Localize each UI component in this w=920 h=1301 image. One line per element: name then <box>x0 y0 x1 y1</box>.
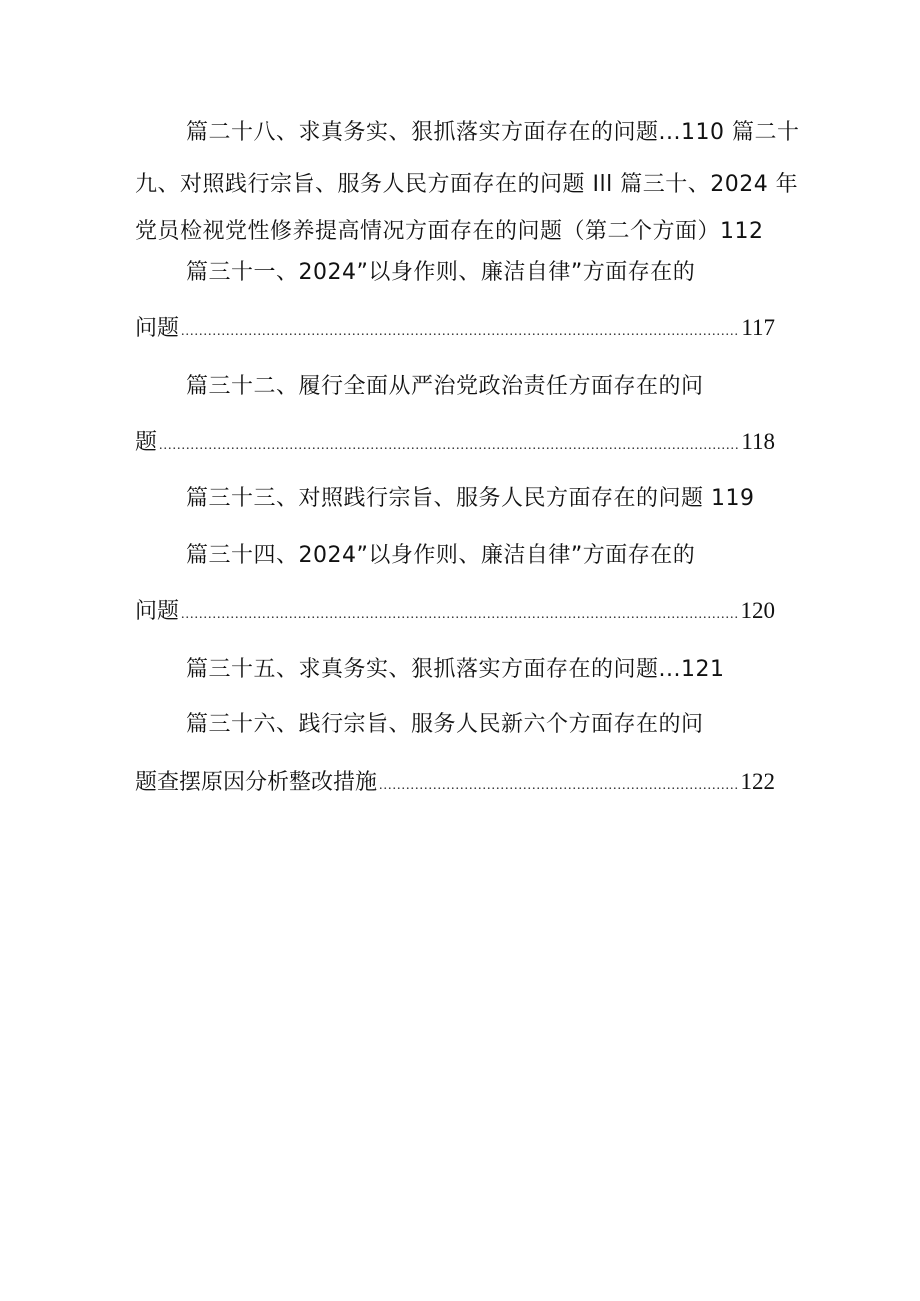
toc-entry-32-leader <box>135 427 775 461</box>
toc-entry-32-title: 篇三十二、履行全面从严治党政治责任方面存在的问 <box>186 374 704 399</box>
toc-entry-34-leader <box>135 596 775 630</box>
toc-entry-36-title: 篇三十六、践行宗旨、服务人民新六个方面存在的问 <box>186 712 704 737</box>
toc-entry-32-continuation: 题 <box>135 430 158 455</box>
dot-leader <box>159 431 739 461</box>
dot-leader <box>379 771 738 801</box>
toc-entry-36-continuation: 题查摆原因分析整改措施 <box>135 770 378 795</box>
toc-entry-34-title: 篇三十四、2024”以身作则、廉洁自律”方面存在的 <box>186 543 696 568</box>
toc-entry-35-line: 篇三十五、求真务实、狠抓落实方面存在的问题...121 <box>186 657 725 682</box>
toc-entry-34-continuation: 问题 <box>135 599 180 624</box>
toc-entry-36-leader <box>135 767 775 801</box>
toc-entry-31-continuation: 问题 <box>135 316 180 341</box>
dot-leader <box>181 317 739 347</box>
toc-entry-31-leader <box>135 313 775 347</box>
toc-entry-34-page: 120 <box>740 598 775 623</box>
toc-entry-28-line1: 篇二十八、求真务实、狠抓落实方面存在的问题...110 篇二十 <box>186 120 800 145</box>
toc-entry-31-page: 117 <box>741 315 775 340</box>
toc-entry-30-line: 党员检视党性修养提高情况方面存在的问题（第二个方面）112 <box>135 219 764 244</box>
toc-entry-31-title: 篇三十一、2024”以身作则、廉洁自律”方面存在的 <box>186 260 696 285</box>
toc-entry-33-line: 篇三十三、对照践行宗旨、服务人民方面存在的问题 119 <box>186 486 755 511</box>
dot-leader <box>181 600 738 630</box>
toc-entry-29-line: 九、对照践行宗旨、服务人民方面存在的问题 Ill 篇三十、2024 年 <box>135 172 799 197</box>
toc-entry-36-page: 122 <box>740 769 775 794</box>
toc-entry-32-page: 118 <box>741 429 775 454</box>
